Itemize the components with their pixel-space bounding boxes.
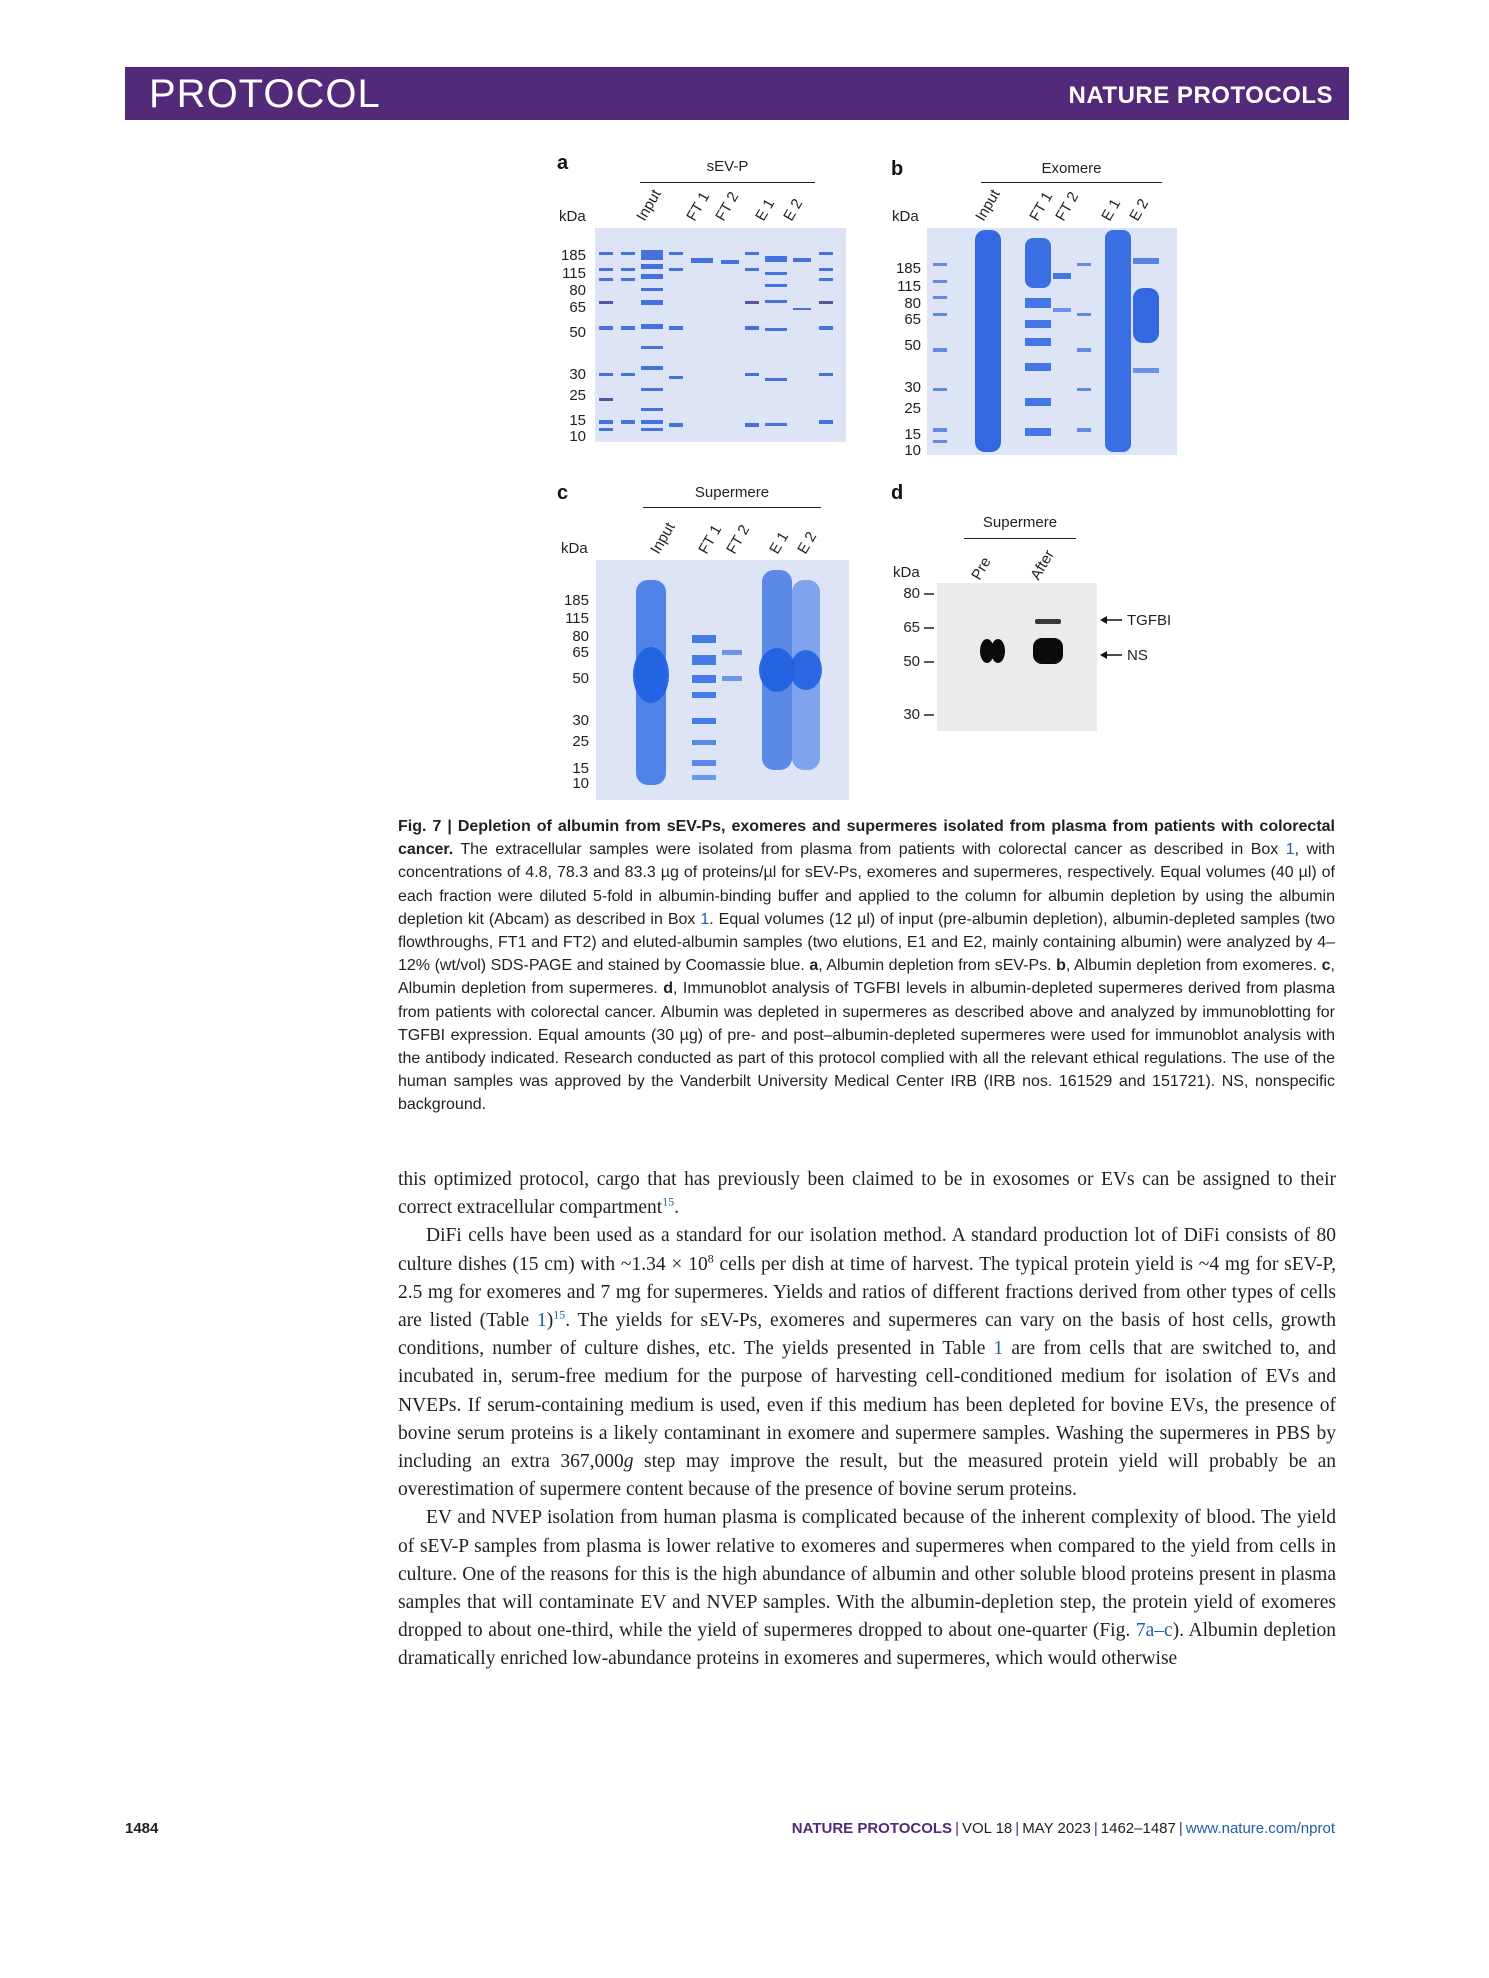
panel-a-kda-label: kDa: [559, 208, 586, 225]
figure-caption: [398, 815, 1335, 1117]
exponent: 8: [707, 1251, 714, 1266]
panel-c-group-line: [643, 507, 821, 508]
panel-a-lane-input: Input: [633, 186, 665, 224]
panel-b-mw-115: 115: [897, 278, 921, 295]
reference-link[interactable]: 15: [662, 1194, 675, 1209]
panel-d-kda-label: kDa: [893, 564, 920, 581]
panel-d-annotation-tgfbi: TGFBI: [1127, 612, 1172, 629]
paragraph-text: are from cells that are switched to, and incubated in, serum-free medium for the purpose of harvesting cell-conditioned medium for isolation of EVs and NVEPs. If serum-containing medium is used, even if this medium has been depleted for bovine EVs, the presence of bovine serum proteins is a likely contaminant in exomere and supermere samples. Washing the supermeres in PBS by including an extra 367,000: [398, 1338, 1336, 1473]
panel-c-mw-80: 80: [572, 628, 589, 645]
panel-b-group-label: Exomere: [1041, 160, 1102, 177]
paragraph-text: step may improve the result, but the measured protein yield will probably be an overestimation of supermere content because of the presence of bovine serum proteins.: [398, 1451, 1336, 1501]
panel-b-mw-15: 15: [904, 426, 921, 443]
panel-a-lane-ft1: FT 1: [683, 189, 714, 224]
panel-b-lane-e2: E 2: [1126, 196, 1153, 224]
panel-d-arrows: [1100, 612, 1124, 662]
caption-panel-label: d: [663, 980, 674, 998]
page-number: 1484: [125, 1820, 159, 1837]
panel-b-gel-image: [927, 228, 1177, 455]
panel-c-lane-input: Input: [647, 519, 679, 557]
panel-a-lane-ft2: FT 2: [712, 189, 743, 224]
panel-d-mw-65: 65: [903, 619, 920, 636]
footer-date: MAY 2023: [1022, 1820, 1091, 1837]
caption-text: , Albumin depletion from supermeres.: [398, 957, 1335, 998]
footer-separator: |: [1178, 1820, 1183, 1837]
paragraph-text: DiFi cells have been used as a standard for our isolation method. A standard production lot of DiFi consists of 80 culture dishes (15 cm) with ~1.34 × 10: [398, 1225, 1336, 1275]
panel-c-lane-e2: E 2: [794, 529, 821, 557]
panel-d-mw-50: 50: [903, 653, 920, 670]
panel-a-lane-e2: E 2: [780, 196, 807, 224]
caption-title: Fig. 7 | Depletion of albumin from sEV-Ps, exomeres and supermeres isolated from plasma from patients with colorectal cancer.: [398, 818, 1335, 859]
panel-b-lane-ft2: FT 2: [1052, 189, 1083, 224]
panel-b-mw-30: 30: [904, 379, 921, 396]
panel-a-mw-30: 30: [569, 366, 586, 383]
caption-text: . Equal volumes (12 µl) of input (pre-albumin depletion), albumin-depleted samples (two flowthroughs, FT1 and FT2) and eluted-albumin samples (two elutions, E1 and E2, mainly containing albumin) were analyzed by 4–12% (wt/vol) SDS-PAGE and stained by Coomassie blue.: [398, 910, 1335, 975]
panel-d-blot-image: [937, 583, 1097, 731]
panel-b-lane-e1: E 1: [1098, 196, 1125, 224]
panel-d-mw-80: 80: [903, 585, 920, 602]
panel-c-kda-label: kDa: [561, 540, 588, 557]
paragraph-text: .: [674, 1197, 680, 1219]
paragraph-text: this optimized protocol, cargo that has previously been claimed to be in exosomes or EVs can be assigned to their correct extracellular compartment: [398, 1169, 1336, 1219]
caption-panel-label: a: [809, 957, 819, 975]
panel-b-mw-185: 185: [895, 260, 921, 277]
paragraph-text: cells per dish at time of harvest. The typical protein yield is ~4 mg for sEV-P, 2.5 mg for exomeres and 7 mg for supermeres. Yields and ratios of different fractions derived from other types of cells are listed (Table: [398, 1253, 1336, 1332]
paragraph-italic: g: [623, 1451, 634, 1473]
panel-d-group-line: [964, 538, 1076, 539]
panel-a-mw-65: 65: [569, 299, 586, 316]
panel-d-annotation-ns: NS: [1127, 647, 1148, 664]
caption-text: , Immunoblot analysis of TGFBI levels in albumin-depleted supermeres derived from plasma from patients with colorectal cancer. Albumin was depleted in supermeres as described above and analyzed by immunoblotting for TGFBI expression. Equal amounts (30 µg) of pre- and post–albumin-depleted supermeres were used for immunoblot analysis with the antibody indicated. Research conducted as part of this protocol complied with all the relevant ethical regulations. The use of the human samples was approved by the Vanderbilt University Medical Center IRB (IRB nos. 161529 and 151721). NS, nonspecific background.: [398, 980, 1336, 1114]
footer-pages: 1462–1487: [1100, 1820, 1176, 1837]
panel-c-mw-115: 115: [565, 610, 589, 627]
panel-b-mw-10: 10: [904, 442, 921, 459]
panel-c-mw-50: 50: [572, 670, 589, 687]
panel-a-mw-10: 10: [569, 428, 586, 445]
reference-link[interactable]: 15: [553, 1307, 566, 1322]
panel-a-gel-image: [595, 228, 846, 442]
panel-b-letter: b: [891, 158, 904, 180]
panel-c-letter: c: [557, 482, 569, 504]
panel-b-group-line: [981, 182, 1162, 183]
caption-text: , Albumin depletion from exomeres.: [1065, 957, 1322, 975]
box-link[interactable]: 1: [700, 910, 710, 928]
caption-text: , Albumin depletion from sEV-Ps.: [818, 957, 1057, 975]
paragraph-text: ): [546, 1310, 554, 1332]
panel-c-lane-ft2: FT 2: [723, 522, 754, 557]
panel-b-mw-80: 80: [904, 295, 921, 312]
caption-panel-label: c: [1321, 957, 1331, 975]
panel-c-lane-e1: E 1: [766, 529, 793, 557]
table-link[interactable]: 1: [993, 1338, 1004, 1360]
panel-a-lane-e1: E 1: [752, 196, 779, 224]
section-title: PROTOCOL: [149, 72, 381, 116]
panel-d-group-label: Supermere: [982, 514, 1058, 531]
footer-separator: |: [955, 1820, 959, 1837]
panel-d-mw-30: 30: [903, 706, 920, 723]
panel-d-letter: d: [891, 482, 904, 504]
panel-c-mw-10: 10: [572, 775, 589, 792]
panel-b-mw-50: 50: [904, 337, 921, 354]
panel-a-mw-50: 50: [569, 324, 586, 341]
panel-c-group-label: Supermere: [694, 484, 770, 501]
panel-d-lane-pre: Pre: [968, 554, 995, 583]
paragraph-text: EV and NVEP isolation from human plasma is complicated because of the inherent complexity of blood. The yield of sEV-P samples from plasma is lower relative to exomeres and supermeres when compared to the yield from cells in culture. One of the reasons for this is the high abundance of albumin and other soluble blood proteins present in plasma samples that will contaminate EV and NVEP samples. With the albumin-depletion step, the protein yield of exomeres dropped to about one-third, while the yield of supermeres dropped to about one-quarter (Fig.: [398, 1507, 1336, 1642]
panel-a-mw-15: 15: [569, 412, 586, 429]
footer-url-link[interactable]: www.nature.com/nprot: [1185, 1820, 1335, 1837]
panel-a-mw-115: 115: [562, 265, 586, 282]
panel-d-ticks: [922, 580, 936, 730]
panel-d-lane-after: After: [1027, 547, 1058, 583]
caption-panel-label: b: [1056, 957, 1066, 975]
panel-c-mw-15: 15: [572, 760, 589, 777]
panel-b-kda-label: kDa: [892, 208, 919, 225]
body-text: [398, 1166, 1336, 1674]
paragraph-text: ). Albumin depletion dramatically enriched low-abundance proteins in exomeres and supermeres, which would otherwise: [398, 1620, 1336, 1670]
panel-a-mw-185: 185: [560, 247, 586, 264]
panel-c-mw-185: 185: [563, 592, 589, 609]
paragraph: [398, 1504, 1336, 1673]
paragraph: [398, 1166, 1336, 1222]
panel-c-lane-ft1: FT 1: [695, 522, 726, 557]
footer-separator: |: [1093, 1820, 1098, 1837]
panel-c-mw-65: 65: [572, 644, 589, 661]
journal-name: NATURE PROTOCOLS: [1068, 82, 1333, 109]
panel-c-mw-30: 30: [572, 712, 589, 729]
panel-b-lane-input: Input: [972, 186, 1004, 224]
panel-b-mw-25: 25: [904, 400, 921, 417]
figure-link[interactable]: 7a–c: [1135, 1620, 1173, 1642]
panel-c-mw-25: 25: [572, 733, 589, 750]
table-link[interactable]: 1: [536, 1310, 547, 1332]
paragraph: [398, 1222, 1336, 1504]
caption-text: , with concentrations of 4.8, 78.3 and 83.3 µg of proteins/µl for sEV-Ps, exomeres and supermeres, respectively. Equal volumes (40 µl) of each fraction were diluted 5-fold in albumin-binding buffer and applied to the column for albumin depletion by using the albumin depletion kit (Abcam) as described in Box: [398, 841, 1335, 928]
paragraph-text: . The yields for sEV-Ps, exomeres and supermeres can vary on the basis of host cells, growth conditions, number of culture dishes, etc. The yields presented in Table: [398, 1310, 1336, 1360]
footer-separator: |: [1015, 1820, 1020, 1837]
panel-a-mw-25: 25: [569, 387, 586, 404]
footer-citation: [792, 1820, 1335, 1837]
panel-b-mw-65: 65: [904, 311, 921, 328]
box-link[interactable]: 1: [1285, 841, 1295, 859]
panel-a-letter: a: [557, 152, 569, 174]
panel-c-gel-image: [596, 560, 849, 800]
panel-a-group-line: [640, 182, 815, 183]
footer-volume: VOL 18: [961, 1820, 1013, 1837]
panel-a-mw-80: 80: [569, 282, 586, 299]
caption-text: The extracellular samples were isolated from plasma from patients with colorectal cancer as described in Box: [453, 841, 1286, 859]
panel-b-lane-ft1: FT 1: [1026, 189, 1057, 224]
footer-journal: NATURE PROTOCOLS: [791, 1820, 953, 1837]
panel-a-group-label: sEV-P: [706, 158, 749, 175]
